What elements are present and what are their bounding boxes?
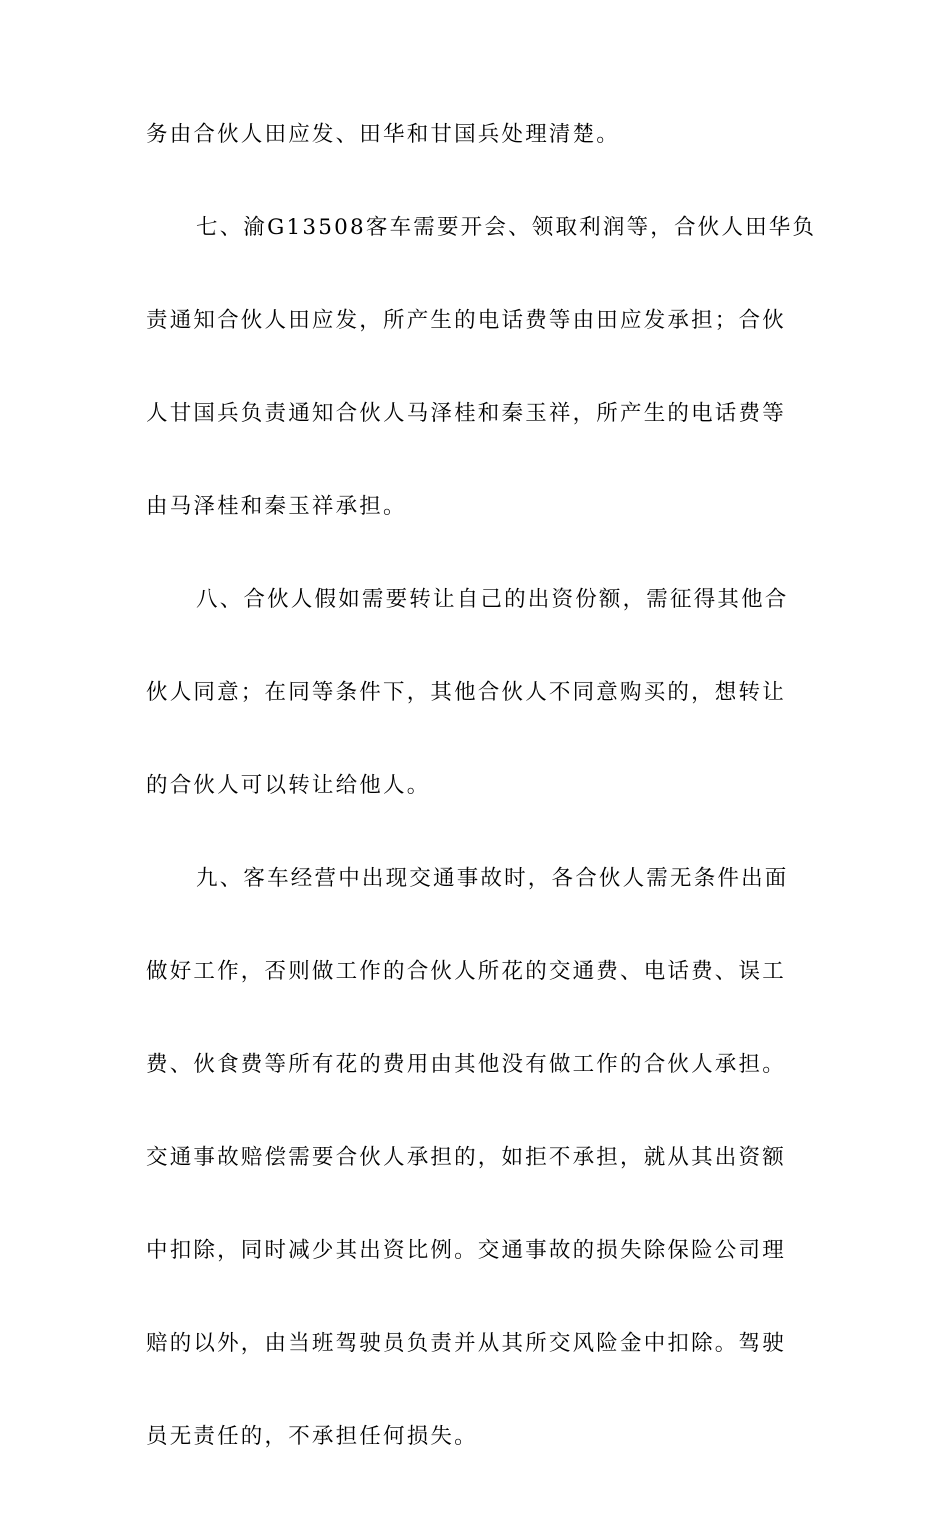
text-line-10: 做好工作，否则做工作的合伙人所花的交通费、电话费、误工	[146, 959, 786, 984]
text-line-12: 交通事故赔偿需要合伙人承担的，如拒不承担，就从其出资额	[146, 1145, 786, 1170]
text-line-1: 务由合伙人田应发、田华和甘国兵处理清楚。	[146, 122, 621, 147]
text-line-5: 由马泽桂和秦玉祥承担。	[146, 494, 407, 519]
text-line-15: 员无责任的，不承担任何损失。	[146, 1424, 478, 1449]
clause-9-first-line: 九、客车经营中出现交通事故时，各合伙人需无条件出面	[196, 866, 789, 891]
text-line-13: 中扣除，同时减少其出资比例。交通事故的损失除保险公司理	[146, 1238, 786, 1263]
clause-8-first-line: 八、合伙人假如需要转让自己的出资份额，需征得其他合	[196, 587, 789, 612]
document-body	[146, 120, 817, 1515]
text-line-4: 人甘国兵负责通知合伙人马泽桂和秦玉祥，所产生的电话费等	[146, 401, 786, 426]
text-line-8: 的合伙人可以转让给他人。	[146, 773, 431, 798]
text-line-3: 责通知合伙人田应发，所产生的电话费等由田应发承担；合伙	[146, 308, 786, 333]
text-line-14: 赔的以外，由当班驾驶员负责并从其所交风险金中扣除。驾驶	[146, 1331, 786, 1356]
text-line-11: 费、伙食费等所有花的费用由其他没有做工作的合伙人承担。	[146, 1052, 786, 1077]
clause-7-first-line: 七、渝G13508客车需要开会、领取利润等，合伙人田华负	[196, 215, 817, 240]
text-line-7: 伙人同意；在同等条件下，其他合伙人不同意购买的，想转让	[146, 680, 786, 705]
